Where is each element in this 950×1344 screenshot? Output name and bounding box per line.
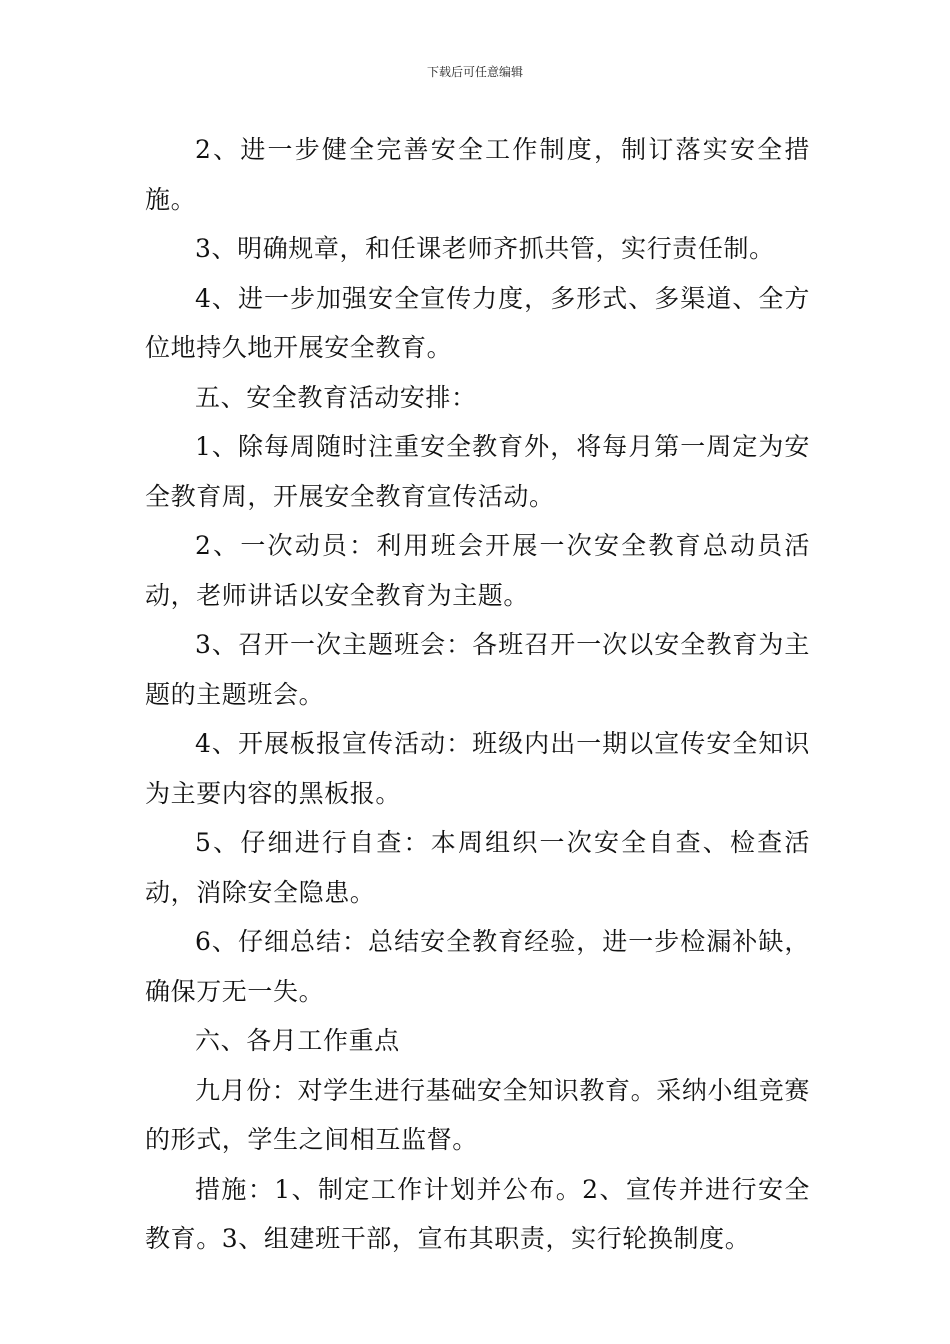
document-body	[145, 125, 810, 1264]
paragraph-12: 九月份：对学生进行基础安全知识教育。采纳小组竞赛的形式，学生之间相互监督。	[145, 1075, 810, 1154]
paragraph-1: 2、进一步健全完善安全工作制度，制订落实安全措施。	[145, 135, 810, 214]
paragraph-5: 1、除每周随时注重安全教育外，将每月第一周定为安全教育周，开展安全教育宣传活动。	[145, 432, 810, 511]
page-header: 下载后可任意编辑	[426, 65, 523, 79]
paragraph-8: 4、开展板报宣传活动：班级内出一期以宣传安全知识为主要内容的黑板报。	[145, 729, 810, 808]
paragraph-3: 4、进一步加强安全宣传力度，多形式、多渠道、全方位地持久地开展安全教育。	[145, 283, 810, 362]
paragraph-13: 措施：1、制定工作计划并公布。2、宣传并进行安全教育。3、组建班干部，宣布其职责，实行轮换制度。	[145, 1174, 810, 1253]
paragraph-10: 6、仔细总结：总结安全教育经验，进一步检漏补缺，确保万无一失。	[145, 927, 810, 1006]
paragraph-6: 2、一次动员：利用班会开展一次安全教育总动员活动，老师讲话以安全教育为主题。	[145, 531, 810, 610]
paragraph-7: 3、召开一次主题班会：各班召开一次以安全教育为主题的主题班会。	[145, 630, 810, 709]
paragraph-2: 3、明确规章，和任课老师齐抓共管，实行责任制。	[195, 234, 775, 263]
section-heading-5: 五、安全教育活动安排：	[195, 382, 477, 412]
paragraph-9: 5、仔细进行自查：本周组织一次安全自查、检查活动，消除安全隐患。	[145, 828, 810, 907]
section-heading-6: 六、各月工作重点	[195, 1026, 400, 1055]
